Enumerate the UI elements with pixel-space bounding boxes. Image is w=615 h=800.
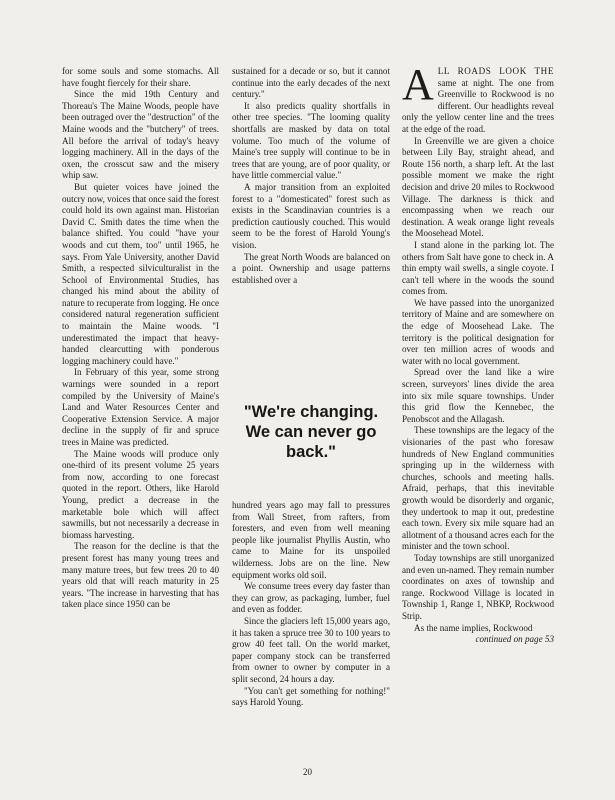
paragraph: I stand alone in the parking lot. The others from Salt have gone to check in. A thin empty wail swells, a single coyote. I can't tell where in the woods the sound comes from. (402, 239, 554, 297)
column-1 (62, 66, 219, 742)
pull-quote: "We're changing. We can never go back." (243, 403, 379, 461)
column-2-top (232, 66, 390, 324)
paragraph: We have passed into the unorganized territory of Maine and are somewhere on the edge of Moosehead Lake. The territory is the political designation for over ten million acres of woods and water with no local government. (402, 297, 554, 366)
paragraph: A major transition from an exploited forest to a "domesticated" forest such as exists in the Scandinavian countries is a prediction cautiously couched. This would seem to be the forest of Harold Young's vision. (232, 181, 390, 250)
lead-caps: LL ROADS LOOK THE (437, 66, 554, 76)
paragraph: In February of this year, some strong warnings were sounded in a report compiled by the University of Maine's Land and Water Resources Center and Cooperative Extension Service. A major decline in the supply of fir and spruce trees in Maine was predicted. (62, 367, 219, 447)
page-number: 20 (303, 767, 312, 777)
paragraph: The great North Woods are balanced on a point. Ownership and usage patterns established over a (232, 251, 390, 285)
paragraph: The reason for the decline is that the present forest has many young trees and many mature trees, but few trees 20 to 40 years old that will reach maturity in 25 years. "The increase in harvesting that has taken place since 1950 can be (62, 541, 219, 610)
paragraph: Spread over the land like a wire screen, surveyors' lines divide the area into six mile square townships. Under this grid flow the Kennebec, the Penobscot and the Allagash. (402, 367, 554, 424)
paragraph: As the name implies, Rockwood (414, 622, 533, 633)
continued-note: continued on page 53 (475, 634, 554, 645)
lead-text: same at night. The one from Greenville to Rockwood is no different. Our headlights reveal only the yellow center line and the trees at the edge of the road. (402, 77, 554, 134)
paragraph: Since the mid 19th Century and Thoreau's The Maine Woods, people have been outraged over the "destruction" of the Maine woods and the "butchery" of trees. All before the arrival of today's heavy logging machinery. All in the days of the oxen, the crosscut saw and the misery whip saw. (62, 89, 219, 181)
paragraph: The Maine woods will produce only one-third of its present volume 25 years from now, according to one forecast quoted in the report. Others, like Harold Young, predict a decrease in the marketable bole which will affect sawmills, but not necessarily a decrease in biomass harvesting. (62, 448, 219, 540)
paragraph: hundred years ago may fall to pressures from Wall Street, from rafters, from foresters, and even from well meaning people like journalist Phyllis Austin, who came to Maine for its unspoiled wilderness. Jobs are on the line. New equipment works old soil. (232, 500, 390, 580)
column-3 (402, 66, 554, 788)
paragraph: for some souls and some stomachs. All have fought fiercely for their share. (62, 66, 219, 88)
column-2-bottom (232, 500, 390, 742)
paragraph: Today townships are still unorganized and even un-named. They remain number coordinates on axes of township and range. Rockwood Village is located in Township 1, Range 1, NBKP, Rockwood Strip. (402, 552, 554, 621)
drop-cap: A (402, 66, 434, 109)
paragraph: Since the glaciers left 15,000 years ago, it has taken a spruce tree 30 to 100 years to grow 40 feet tall. On the world market, paper company stock can be transferred from owner to owner by computer in a split second, 24 hours a day. (232, 615, 390, 684)
paragraph: These townships are the legacy of the visionaries of the past who foresaw hundreds of New England communities springing up in the wilderness with churches, schools and meeting halls. Afraid, perhaps, that this inevitable growth would be disorderly and organic, they undertook to map it out, predestine each town. Every six mile square had an allotment of a thousand acres each for the minister and the town school. (402, 425, 554, 552)
paragraph: We consume trees every day faster than they can grow, as packaging, lumber, fuel and even as fodder. (232, 581, 390, 615)
paragraph: But quieter voices have joined the outcry now, voices that once said the forest could hold its own against man. Historian David C. Smith dates the time when the balance shifted. You could "have your woods and cut them, too" until 1965, he says. From Yale University, another David Smith, a respected silviculturalist in the School of Environmental Studies, has changed his mind about the ability of nature to recuperate from logging. He once considered natural regeneration sufficient to maintain the Maine woods. "I underestimated the impact that heavy-handed clearcutting with ponderous logging machinery could have." (62, 181, 219, 366)
paragraph: "You can't get something for nothing!" says Harold Young. (232, 685, 390, 708)
paragraph: In Greenville we are given a choice between Lily Bay, straight ahead, and Route 156 north, a sharp left. At the last possible moment we make the right decision and drive 20 miles to Rockwood Village. The darkness is thick and encompassing when we reach our destination. A weak orange light reveals the Moosehead Motel. (402, 135, 554, 239)
paragraph: sustained for a decade or so, but it cannot continue into the early decades of the next century." (232, 66, 390, 100)
paragraph: It also predicts quality shortfalls in other tree species. "The looming quality shortfalls are masked by data on total volume. Too much of the volume of Maine's tree supply will continue to be in trees that are young, are of poor quality, or have little commercial value." (232, 100, 390, 181)
lead-paragraph (402, 66, 554, 136)
